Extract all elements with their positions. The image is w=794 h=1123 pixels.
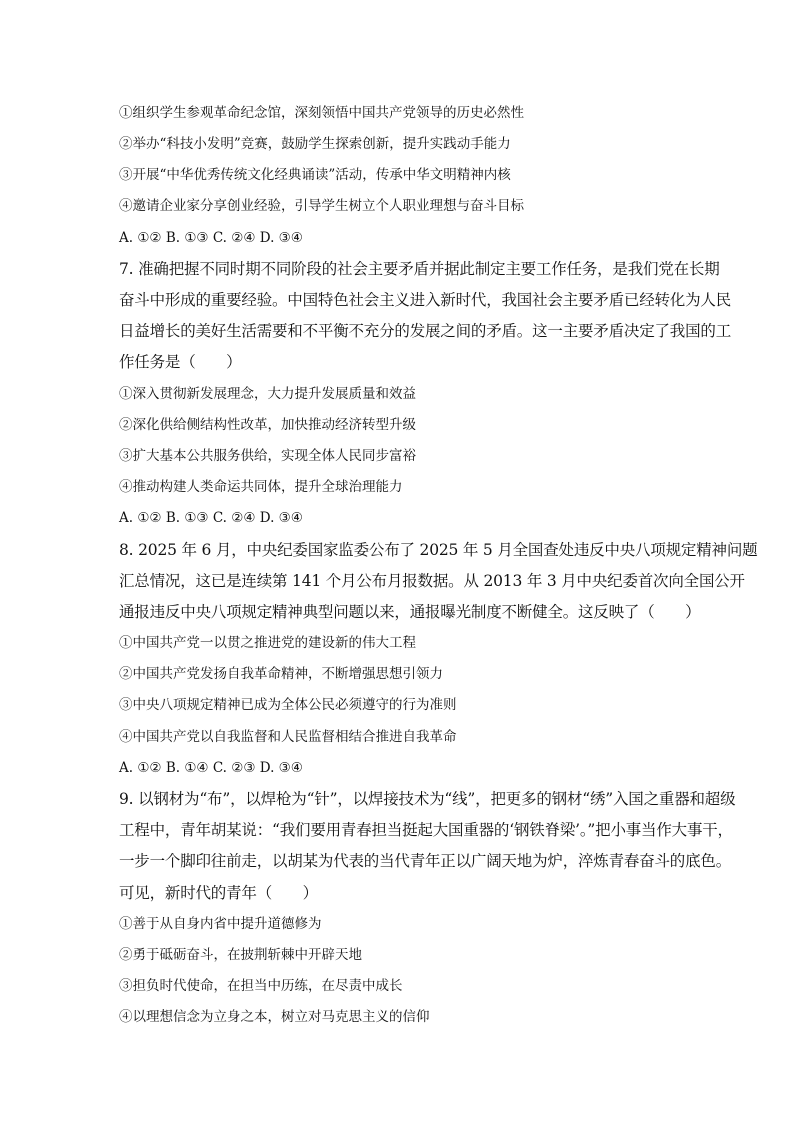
q7-option-4: ④推动构建人类命运共同体，提升全球治理能力 <box>119 479 403 495</box>
q9-option-1: ①善于从自身内省中提升道德修为 <box>119 916 322 932</box>
q9-stem-line-2: 工程中，青年胡某说：“我们要用青春担当挺起大国重器的‘钢铁脊梁’。”把小事当作大事干， <box>119 821 733 839</box>
q6-option-2: ②举办“科技小发明”竞赛，鼓励学生探索创新，提升实践动手能力 <box>119 136 511 152</box>
q8-option-1: ①中国共产党一以贯之推进党的建设新的伟大工程 <box>119 635 416 651</box>
q9-stem-line-1: 9. 以钢材为“布”，以焊枪为“针”，以焊接技术为“线”，把更多的钢材“绣”入国之重器和超级 <box>119 790 736 808</box>
q6-option-4: ④邀请企业家分享创业经验，引导学生树立个人职业理想与奋斗目标 <box>119 198 524 214</box>
q8-stem-line-1: 8. 2025 年 6 月，中央纪委国家监委公布了 2025 年 5 月全国查处违反中央八项规定精神问题 <box>119 541 758 559</box>
q9-option-4: ④以理想信念为立身之本，树立对马克思主义的信仰 <box>119 1009 430 1025</box>
q7-stem-line-3: 日益增长的美好生活需要和不平衡不充分的发展之间的矛盾。这一主要矛盾决定了我国的工 <box>119 322 732 340</box>
q7-answer-choices: A. ①② B. ①③ C. ②④ D. ③④ <box>119 510 303 526</box>
q8-stem-line-2: 汇总情况，这已是连续第 141 个月公布月报数据。从 2013 年 3 月中央纪委首次向全国公开 <box>119 572 745 590</box>
q7-option-3: ③扩大基本公共服务供给，实现全体人民同步富裕 <box>119 448 416 464</box>
q7-stem-line-1: 7. 准确把握不同时期不同阶段的社会主要矛盾并据此制定主要工作任务，是我们党在长期 <box>119 260 720 278</box>
q9-stem-line-4: 可见，新时代的青年（ ） <box>119 884 318 902</box>
q6-option-3: ③开展“中华优秀传统文化经典诵读”活动，传承中华文明精神内核 <box>119 167 511 183</box>
q8-option-3: ③中央八项规定精神已成为全体公民必须遵守的行为准则 <box>119 697 457 713</box>
q8-answer-choices: A. ①② B. ①④ C. ②③ D. ③④ <box>119 760 303 776</box>
q6-option-1: ①组织学生参观革命纪念馆，深刻领悟中国共产党领导的历史必然性 <box>119 105 524 121</box>
q7-option-2: ②深化供给侧结构性改革，加快推动经济转型升级 <box>119 417 416 433</box>
q7-option-1: ①深入贯彻新发展理念，大力提升发展质量和效益 <box>119 386 416 402</box>
q9-option-2: ②勇于砥砺奋斗，在披荆斩棘中开辟天地 <box>119 947 362 963</box>
q7-stem-line-4: 作任务是（ ） <box>119 353 242 371</box>
q7-stem-line-2: 奋斗中形成的重要经验。中国特色社会主义进入新时代，我国社会主要矛盾已经转化为人民 <box>119 291 732 309</box>
q9-option-3: ③担负时代使命，在担当中历练，在尽责中成长 <box>119 978 403 994</box>
q9-stem-line-3: 一步一个脚印往前走，以胡某为代表的当代青年正以广阔天地为炉，淬炼青春奋斗的底色。 <box>119 852 732 870</box>
q8-option-4: ④中国共产党以自我监督和人民监督相结合推进自我革命 <box>119 729 457 745</box>
q8-option-2: ②中国共产党发扬自我革命精神，不断增强思想引领力 <box>119 666 443 682</box>
q8-stem-line-3: 通报违反中央八项规定精神典型问题以来，通报曝光制度不断健全。这反映了（ ） <box>119 603 701 621</box>
q6-answer-choices: A. ①② B. ①③ C. ②④ D. ③④ <box>119 230 303 246</box>
